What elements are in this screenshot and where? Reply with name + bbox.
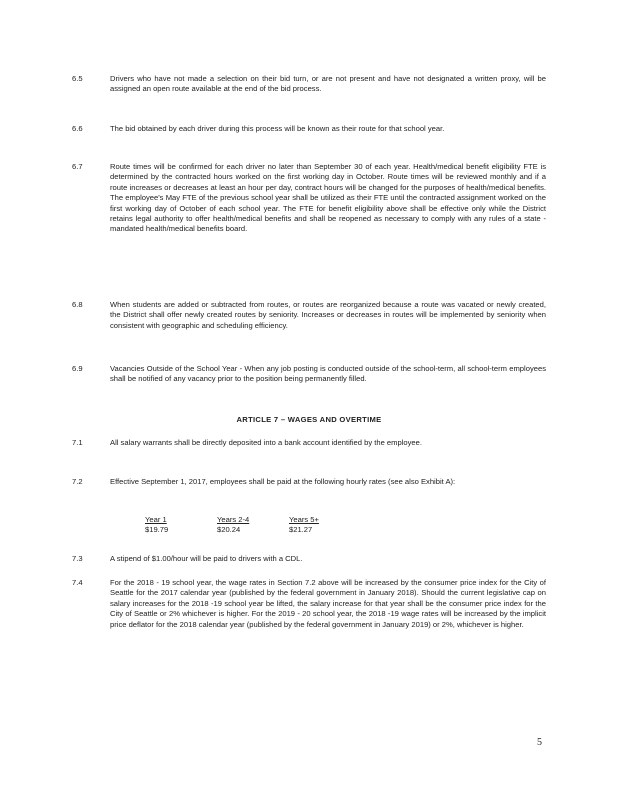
section-text: A stipend of $1.00/hour will be paid to drivers with a CDL. — [110, 554, 303, 563]
section-7-3 — [72, 554, 546, 564]
section-6-8 — [72, 300, 546, 331]
rate-value: $21.27 — [289, 525, 313, 534]
section-number: 7.4 — [72, 578, 83, 587]
rate-column — [217, 515, 249, 535]
rate-value: $20.24 — [217, 525, 241, 534]
article-heading: ARTICLE 7 – WAGES AND OVERTIME — [236, 415, 382, 424]
section-number: 7.1 — [72, 438, 83, 447]
section-number: 7.2 — [72, 477, 83, 486]
section-number: 6.5 — [72, 74, 83, 83]
rate-column — [289, 515, 319, 535]
section-number: 6.6 — [72, 124, 83, 133]
section-number: 6.8 — [72, 300, 83, 309]
section-text: All salary warrants shall be directly deposited into a bank account identified by the employee. — [110, 438, 422, 447]
section-6-7 — [72, 162, 546, 235]
rate-label: Years 5+ — [289, 515, 319, 524]
section-text: Drivers who have not made a selection on their bid turn, or are not present and have not designated a written proxy, will be assigned an open route available at the end of the bid process. — [110, 74, 546, 94]
section-7-2 — [72, 477, 546, 487]
section-text: The bid obtained by each driver during this process will be known as their route for that school year. — [110, 124, 445, 133]
section-7-4 — [72, 578, 546, 630]
section-text: Effective September 1, 2017, employees shall be paid at the following hourly rates (see also Exhibit A): — [110, 477, 456, 486]
section-6-9 — [72, 364, 546, 385]
section-number: 7.3 — [72, 554, 83, 563]
section-6-6 — [72, 124, 546, 134]
section-text: Vacancies Outside of the School Year - When any job posting is conducted outside of the school-term, all school-term employees shall be notified of any vacancy prior to the position being permanently filled. — [110, 364, 546, 384]
section-7-1 — [72, 438, 546, 448]
section-number: 6.9 — [72, 364, 83, 373]
page-number: 5 — [537, 737, 542, 748]
section-text: When students are added or subtracted from routes, or routes are reorganized because a route was vacated or newly created, the District shall offer newly created routes by seniority. Increases or decreases in routes will be implemented by seniority when consistent with geographic and scheduling efficiency. — [110, 300, 546, 330]
section-text: Route times will be confirmed for each driver no later than September 30 of each year. Health/medical benefit eligibility FTE is determined by the contracted hours worked on the first working day in October. Route times will be reviewed monthly and if a route increases or decreases at least an hour per day, contract hours will be changed for the purposes of health/medical benefits. The employee's May FTE of the previous school year shall be utilized as their FTE until the contracted assignment worked on the first working day of October of each school year. The FTE for benefit eligibility above shall be effective only while the District retains legal authority to offer health/medical benefits and shall be reopened as necessary to comply with any rules of a state - mandated health/medical benefits board. — [110, 162, 546, 234]
rate-column — [145, 515, 168, 535]
rate-label: Year 1 — [145, 515, 167, 524]
rate-label: Years 2-4 — [217, 515, 250, 524]
section-6-5 — [72, 74, 546, 95]
section-number: 6.7 — [72, 162, 83, 171]
rate-value: $19.79 — [145, 525, 169, 534]
section-text: For the 2018 - 19 school year, the wage rates in Section 7.2 above will be increased by the consumer price index for the City of Seattle for the 2017 calendar year (published by the federal government in January 2018). Should the current legislative cap on salary increases for the 2018 -19 school year be lifted, the salary increase for that year shall be the consumer price index for the City of Seattle or 2% whichever is higher. For the 2019 - 20 school year, the 2018 -19 wage rates will be increased by the implicit price deflator for the 2018 calendar year (published by the federal government in January 2019) or 2%, whichever is higher. — [110, 578, 546, 629]
